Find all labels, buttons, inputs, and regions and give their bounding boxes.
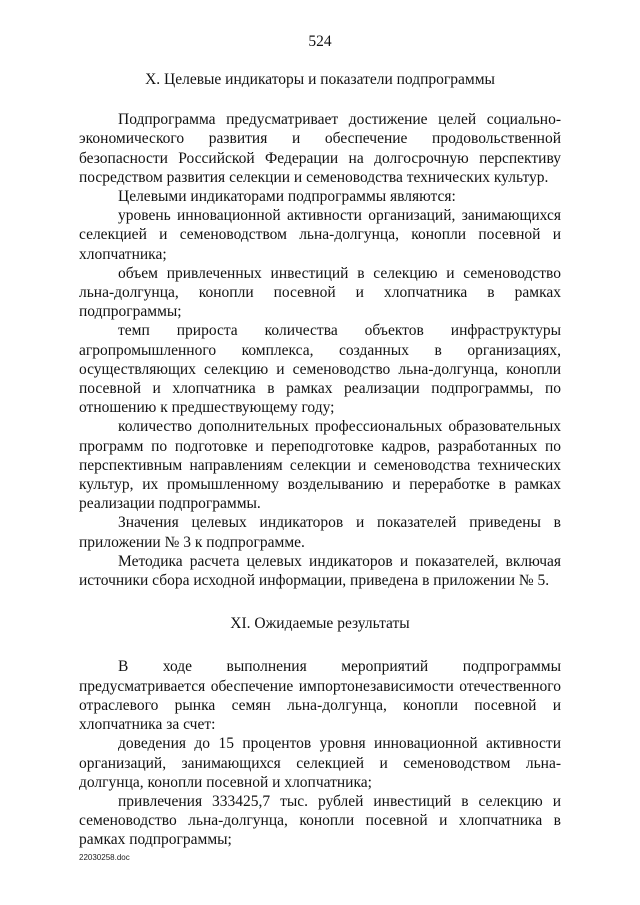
paragraph: Целевыми индикаторами подпрограммы являются: — [118, 188, 456, 206]
paragraph: В ходе выполнения мероприятий подпрограммы предусматривается обеспечение импортонезависимости отечественного отраслевого рынка семян льна-долгунца, конопли посевной и хлопчатника за счет: — [79, 658, 561, 734]
paragraph: количество дополнительных профессиональных образовательных программ по подготовке и переподготовке кадров, разработанных по перспективным направлениям селекции и семеноводства технических культур, их промышленному возделыванию и переработке в рамках реализации подпрограммы. — [79, 418, 561, 513]
paragraph: уровень инновационной активности организаций, занимающихся селекцией и семеноводством льна-долгунца, конопли посевной и хлопчатника; — [79, 207, 561, 263]
document-body — [79, 70, 561, 850]
paragraph: доведения до 15 процентов уровня инновационной активности организаций, занимающихся селекцией и семеноводством льна-долгунца, конопли посевной и хлопчатника; — [79, 735, 561, 791]
paragraph: объем привлеченных инвестиций в селекцию и семеноводство льна-долгунца, конопли посевной и хлопчатника в рамках подпрограммы; — [79, 264, 561, 321]
paragraph: Подпрограмма предусматривает достижение целей социально-экономического развития и обеспечение продовольственной безопасности Российской Федерации на долгосрочную перспективу посредством развития селекции и семеноводства технических культур. — [79, 111, 561, 186]
paragraph: привлечения 333425,7 тыс. рублей инвестиций в селекцию и семеноводство льна-долгунца, конопли посевной и хлопчатника в рамках подпрограммы; — [79, 792, 561, 849]
section-target-indicators — [79, 70, 561, 590]
paragraph: Методика расчета целевых индикаторов и показателей, включая источники сбора исходной информации, приведена в приложении № 5. — [79, 552, 561, 590]
paragraph: Значения целевых индикаторов и показателей приведены в приложении № 3 к подпрограмме. — [79, 514, 561, 551]
document-filename: 22030258.doc — [79, 853, 130, 862]
section-heading: X. Целевые индикаторы и показатели подпрограммы — [145, 71, 495, 88]
page-number: 524 — [308, 33, 332, 50]
section-heading: XI. Ожидаемые результаты — [230, 615, 410, 633]
paragraph: темп прироста количества объектов инфраструктуры агропромышленного комплекса, созданных в организациях, осуществляющих селекцию и семеноводство льна-долгунца, конопли посевной и хлопчатника в рамках реализации подпрограммы, по отношению к предшествующему году; — [79, 322, 561, 417]
section-expected-results — [79, 614, 561, 849]
